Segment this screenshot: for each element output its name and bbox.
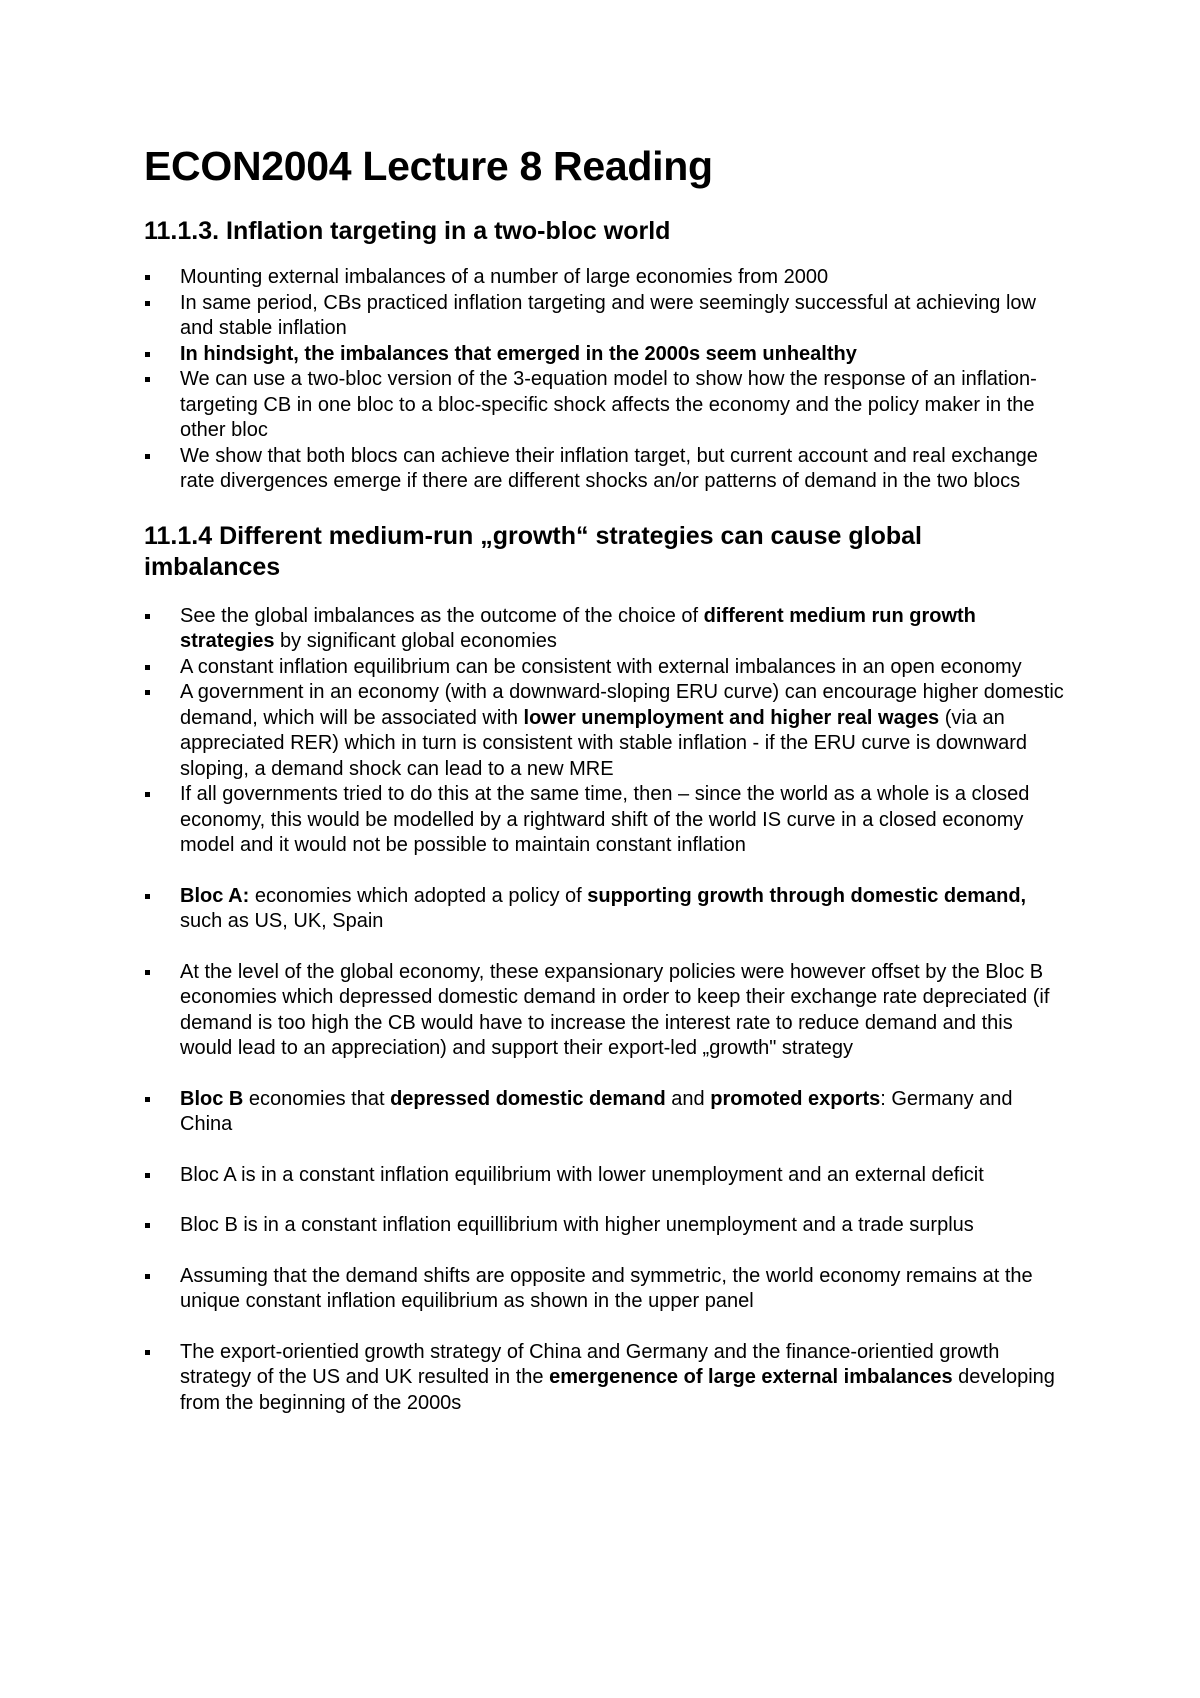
- text-run: such as US, UK, Spain: [180, 910, 384, 932]
- bold-run: Bloc A:: [180, 884, 250, 907]
- bold-run: Bloc B: [180, 1087, 244, 1110]
- list-item: [144, 1087, 1064, 1138]
- list-item: A constant inflation equilibrium can be consistent with external imbalances in an open economy: [144, 655, 1064, 681]
- list-item: [144, 680, 1064, 782]
- list-item: Mounting external imbalances of a number of large economies from 2000: [144, 265, 1064, 291]
- text-run: (via an appreciated RER) which in turn is consistent with stable inflation - if the ERU curve is downward sloping, a demand shock can lead to a new MRE: [180, 706, 1028, 780]
- bold-run: supporting growth through domestic demand,: [587, 884, 1027, 907]
- list-item: Bloc A is in a constant inflation equilibrium with lower unemployment and an external deficit: [144, 1163, 1064, 1189]
- bold-run: promoted exports: [710, 1087, 881, 1110]
- section-heading-inflation-targeting: 11.1.3. Inflation targeting in a two-bloc world: [144, 217, 671, 245]
- list-item: In hindsight, the imbalances that emerged in the 2000s seem unhealthy: [144, 342, 1064, 368]
- list-item: We can use a two-bloc version of the 3-equation model to show how the response of an inflation-targeting CB in one bloc to a bloc-specific shock affects the economy and the policy maker in the other bloc: [144, 367, 1064, 444]
- document-title: ECON2004 Lecture 8 Reading: [144, 143, 713, 189]
- bold-run: depressed domestic demand: [390, 1087, 666, 1110]
- text-run: developing from the beginning of the 2000s: [180, 1366, 1055, 1414]
- list-item: At the level of the global economy, these expansionary policies were however offset by the Bloc B economies which depressed domestic demand in order to keep their exchange rate depreciated (if demand is too high the CB would have to increase the interest rate to reduce demand and this would lead to an appreciation) and support their export-led „growth" strategy: [144, 960, 1064, 1062]
- list-item: If all governments tried to do this at the same time, then – since the world as a whole is a closed economy, this would be modelled by a rightward shift of the world IS curve in a closed economy model and it would not be possible to maintain constant inflation: [144, 782, 1064, 859]
- bold-run: emergenence of large external imbalances: [549, 1366, 953, 1388]
- list-item: Assuming that the demand shifts are opposite and symmetric, the world economy remains at the unique constant inflation equilibrium as shown in the upper panel: [144, 1264, 1064, 1315]
- list-item: In same period, CBs practiced inflation targeting and were seemingly successful at achieving low and stable inflation: [144, 291, 1064, 342]
- text-run: The export-orientied growth strategy of China and Germany and the finance-orientied growth strategy of the US and UK resulted in the: [180, 1340, 1000, 1388]
- text-run: See the global imbalances as the outcome of the choice of: [180, 604, 704, 627]
- text-run: economies which adopted a policy of: [249, 884, 588, 907]
- bold-run: different medium run growth strategies: [180, 604, 976, 652]
- text-run: : Germany and China: [180, 1087, 1013, 1135]
- bullet-list-section-2: [144, 604, 1064, 1417]
- list-item: Bloc B is in a constant inflation equillibrium with higher unemployment and a trade surplus: [144, 1213, 1064, 1239]
- list-item: We show that both blocs can achieve their inflation target, but current account and real exchange rate divergences emerge if there are different shocks an/or patterns of demand in the two blocs: [144, 444, 1064, 495]
- bullet-list-section-1: [144, 265, 1064, 495]
- document-page: [144, 140, 1064, 1416]
- text-run: economies that: [243, 1087, 391, 1110]
- list-item: [144, 604, 1064, 655]
- text-run: and: [665, 1087, 711, 1110]
- section-heading-growth-strategies: 11.1.4 Different medium-run „growth“ strategies can cause global imbalances: [144, 521, 922, 581]
- list-item: [144, 884, 1064, 935]
- text-run: by significant global economies: [274, 630, 557, 652]
- list-item: [144, 1340, 1064, 1417]
- text-run: A government in an economy (with a downward-sloping ERU curve) can encourage higher domestic demand, which will be associated with: [180, 681, 1064, 729]
- bold-run: lower unemployment and higher real wages: [523, 706, 940, 729]
